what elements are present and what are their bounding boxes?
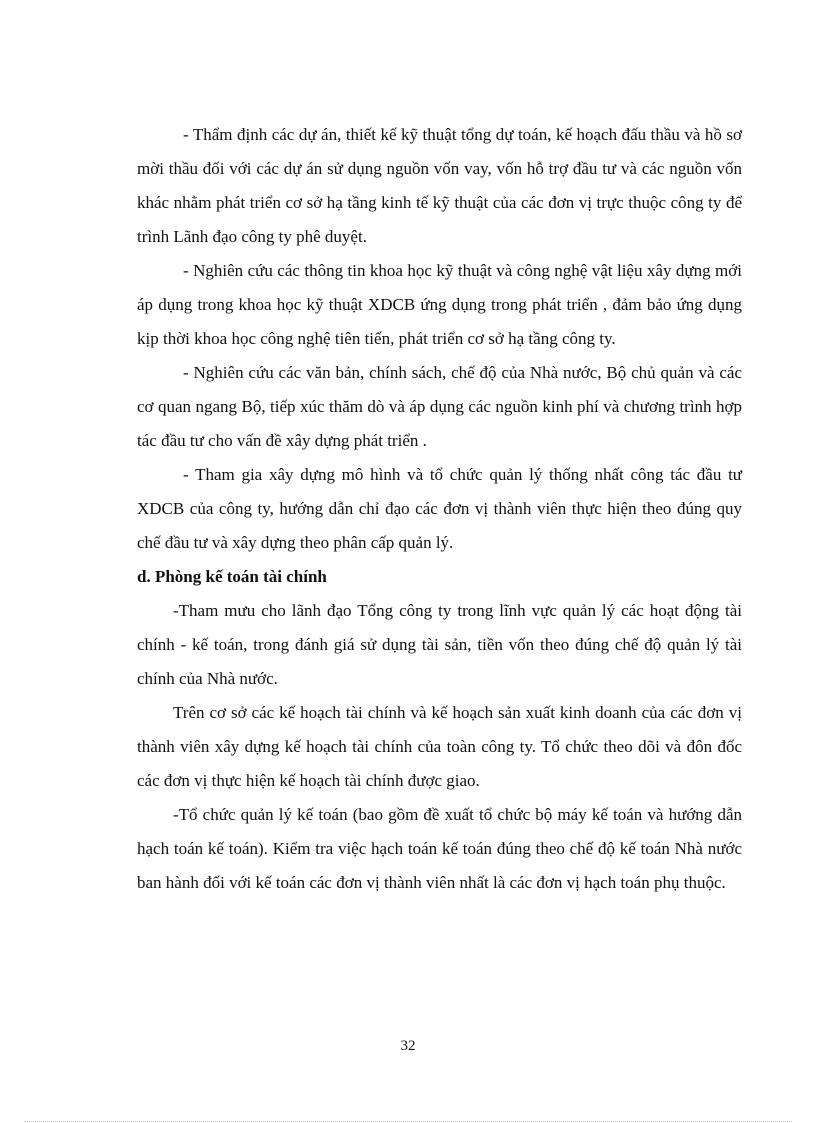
paragraph-research-documents: - Nghiên cứu các văn bản, chính sách, chế độ của Nhà nước, Bộ chủ quản và các cơ quan ngang Bộ, tiếp xúc thăm dò và áp dụng các nguồn kinh phí và chương trình hợp tác đầu tư cho vấn đề xây dựng phát triển . [137,363,742,450]
bottom-divider [24,1121,792,1122]
paragraph-advise-leadership: -Tham mưu cho lãnh đạo Tổng công ty trong lĩnh vực quản lý các hoạt động tài chính - kế toán, trong đánh giá sử dụng tài sản, tiền vốn theo đúng chế độ quản lý tài chính của Nhà nước. [137,601,742,688]
paragraph-financial-plan: Trên cơ sở các kế hoạch tài chính và kế hoạch sản xuất kinh doanh của các đơn vị thành viên xây dựng kế hoạch tài chính của toàn công ty. Tổ chức theo dõi và đôn đốc các đơn vị thực hiện kế hoạch tài chính được giao. [137,703,742,790]
paragraph-appraisal: - Thẩm định các dự án, thiết kế kỹ thuật tổng dự toán, kế hoạch đấu thầu và hồ sơ mời thầu đối với các dự án sử dụng nguồn vốn vay, vốn hỗ trợ đầu tư và các nguồn vốn khác nhằm phát triển cơ sở hạ tầng kinh tế kỹ thuật của các đơn vị trực thuộc công ty để trình Lãnh đạo công ty phê duyệt. [137,125,742,246]
section-heading: d. Phòng kế toán tài chính [137,567,327,586]
paragraph-accounting-management: -Tổ chức quản lý kế toán (bao gồm đề xuất tổ chức bộ máy kế toán và hướng dẫn hạch toán kế toán). Kiểm tra việc hạch toán kế toán đúng theo chế độ kế toán Nhà nước ban hành đối với kế toán các đơn vị thành viên nhất là các đơn vị hạch toán phụ thuộc. [137,805,742,892]
page-number: 32 [400,1038,416,1054]
paragraph-research-technology: - Nghiên cứu các thông tin khoa học kỹ thuật và công nghệ vật liệu xây dựng mới áp dụng trong khoa học kỹ thuật XDCB ứng dụng trong phát triển , đảm bảo ứng dụng kịp thời khoa học công nghệ tiên tiến, phát triển cơ sở hạ tầng công ty. [137,261,742,348]
body-text [137,118,742,900]
paragraph-investment-management: - Tham gia xây dựng mô hình và tổ chức quản lý thống nhất công tác đầu tư XDCB của công ty, hướng dẫn chỉ đạo các đơn vị thành viên thực hiện theo đúng quy chế đầu tư và xây dựng theo phân cấp quản lý. [137,465,742,552]
